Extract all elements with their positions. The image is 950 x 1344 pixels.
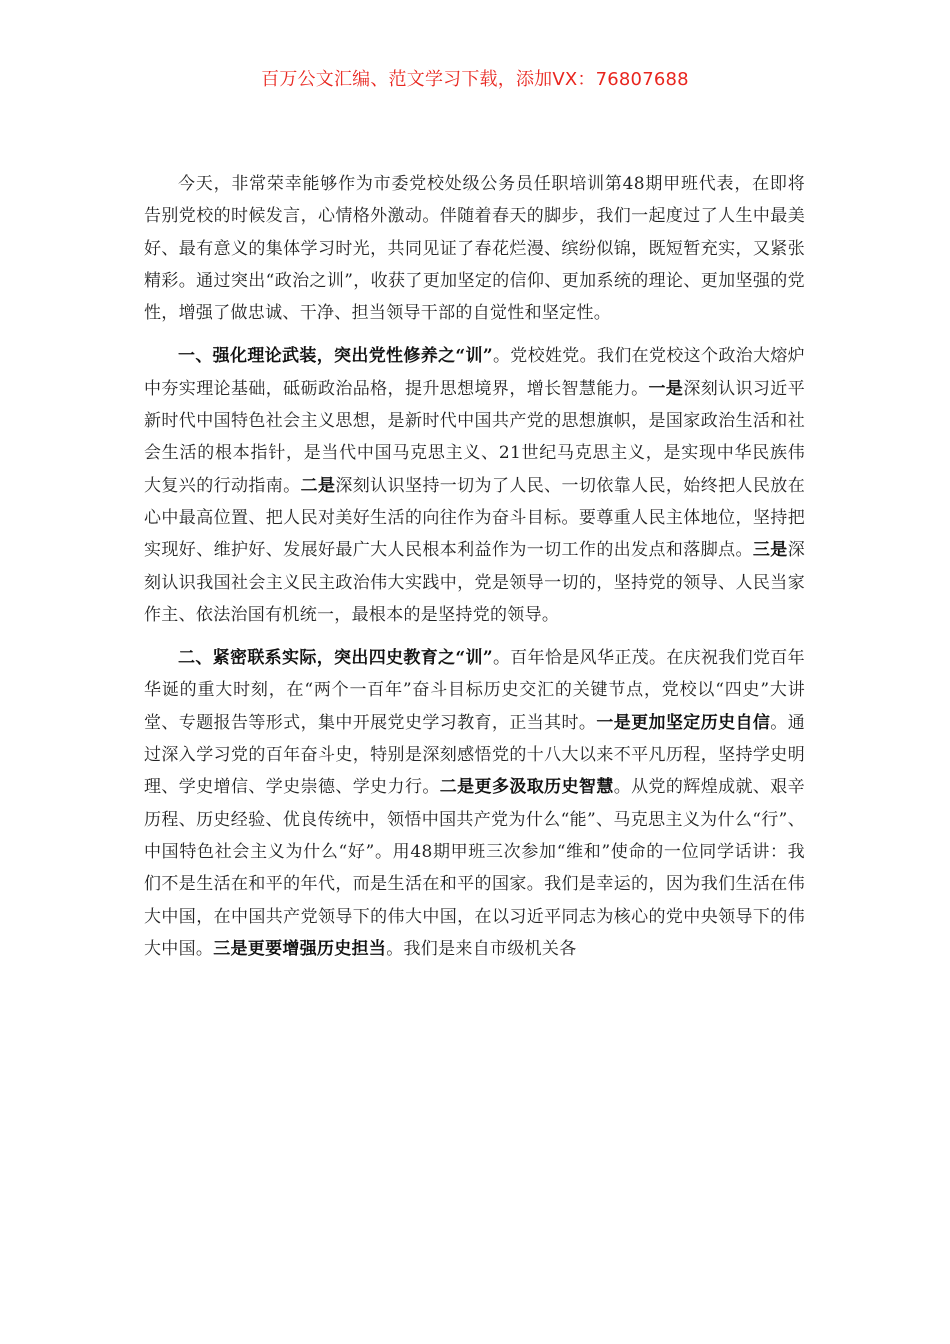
section-1-heading: 一、强化理论武装，突出党性修养之“训” xyxy=(178,346,493,367)
section-1-marker-2: 二是 xyxy=(300,475,336,496)
section-2-text: 。我们是来自市级机关各 xyxy=(386,938,577,959)
section-1-marker-3: 三是 xyxy=(752,540,788,561)
section-2-text: 。通过深入学习党的百年奋斗史，特别是深刻感悟党的十八大以来不平凡历程，坚持学史明理、学史增信、学史崇德、学史力行。 xyxy=(144,712,805,798)
section-2-marker-2: 二是更多汲取历史智慧 xyxy=(439,777,614,798)
section-1-text: 深刻认识习近平新时代中国特色社会主义思想，是新时代中国共产党的思想旗帜，是国家政治生活和社会生活的根本指针，是当代中国马克思主义、21世纪马克思主义，是实现中华民族伟大复兴的行动指南。 xyxy=(144,378,805,496)
section-2-text: 。从党的辉煌成就、艰辛历程、历史经验、优良传统中，领悟中国共产党为什么“能”、马克思主义为什么“行”、中国特色社会主义为什么“好”。用48期甲班三次参加“维和”使命的一位同学话讲：我们不是生活在和平的年代，而是生活在和平的国家。我们是幸运的，因为我们生活在伟大中国，在中国共产党领导下的伟大中国，在以习近平同志为核心的党中央领导下的伟大中国。 xyxy=(144,777,805,959)
paragraph-intro: 今天，非常荣幸能够作为市委党校处级公务员任职培训第48期甲班代表，在即将告别党校的时候发言，心情格外激动。伴随着春天的脚步，我们一起度过了人生中最美好、最有意义的集体学习时光，共同见证了春花烂漫、缤纷似锦，既短暂充实，又紧张精彩。通过突出“政治之训”，收获了更加坚定的信仰、更加系统的理论、更加坚强的党性，增强了做忠诚、干净、担当领导干部的自觉性和坚定性。 xyxy=(144,174,805,324)
page-header: 百万公文汇编、范文学习下载，添加VX：76807688 xyxy=(261,69,689,90)
paragraph-section-2 xyxy=(144,642,805,965)
section-1-marker-1: 一是 xyxy=(648,378,684,399)
section-2-text: 。百年恰是风华正茂。在庆祝我们党百年华诞的重大时刻，在“两个一百年”奋斗目标历史交汇的关键节点，党校以“四史”大讲堂、专题报告等形式，集中开展党史学习教育，正当其时。 xyxy=(144,648,805,733)
section-1-text: 深刻认识我国社会主义民主政治伟大实践中，党是领导一切的，坚持党的领导、人民当家作主、依法治国有机统一，最根本的是坚持党的领导。 xyxy=(144,540,805,625)
section-2-marker-1: 一是更加坚定历史自信 xyxy=(596,712,771,733)
section-1-text: 深刻认识坚持一切为了人民、一切依靠人民，始终把人民放在心中最高位置、把人民对美好生活的向往作为奋斗目标。要尊重人民主体地位，坚持把实现好、维护好、发展好最广大人民根本利益作为一切工作的出发点和落脚点。 xyxy=(144,475,805,561)
document-body xyxy=(144,168,805,976)
section-2-marker-3: 三是更要增强历史担当 xyxy=(213,938,387,959)
paragraph-section-1 xyxy=(144,340,805,631)
section-1-text: 。党校姓党。我们在党校这个政治大熔炉中夯实理论基础，砥砺政治品格，提升思想境界，增长智慧能力。 xyxy=(144,346,805,399)
section-2-heading: 二、紧密联系实际，突出四史教育之“训” xyxy=(178,648,493,669)
